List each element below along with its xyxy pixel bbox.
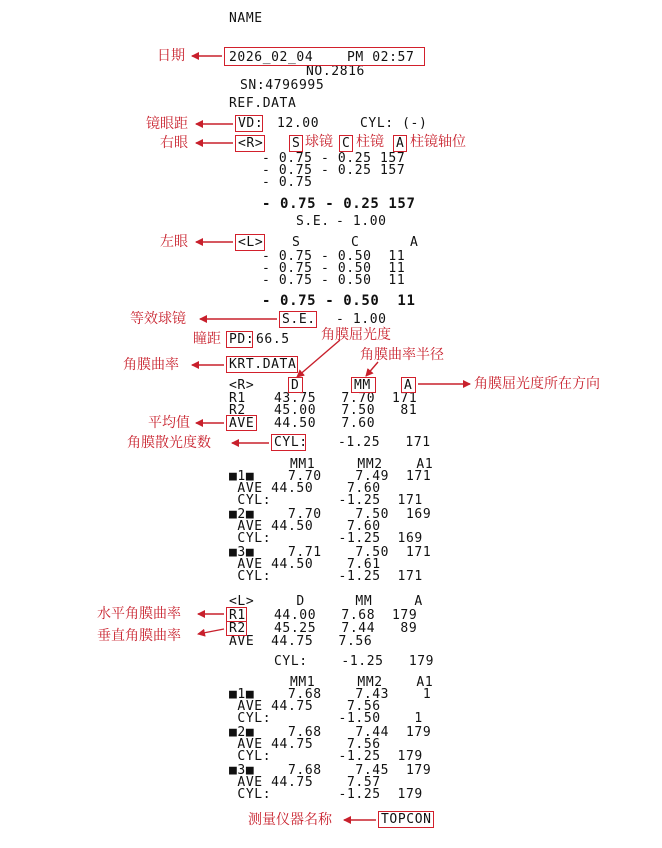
krt-detail-line: ■1■ 7.68 7.43 1: [229, 687, 432, 702]
ref-left-average: - 0.75 - 0.50 11: [262, 293, 416, 309]
annotation-astig: 角膜散光度数: [127, 435, 211, 451]
annotation-krt: 角膜曲率: [123, 357, 179, 373]
annotation-axis: 柱镜轴位: [410, 134, 466, 150]
annotation-vd: 镜眼距: [146, 116, 188, 132]
ave-left-line: AVE 44.75 7.56: [229, 634, 373, 649]
annotation-vertical: 垂直角膜曲率: [97, 628, 181, 644]
krt-right-detail-header: MM1 MM2 A1: [290, 457, 434, 472]
ref-left-row: - 0.75 - 0.50 11: [262, 261, 406, 276]
annotation-radius: 角膜曲率半径: [360, 347, 444, 363]
ref-left-row: - 0.75 - 0.50 11: [262, 273, 406, 288]
cyl-mode: CYL: (-): [360, 116, 428, 131]
se-right-label: S.E.: [296, 214, 330, 229]
se-left-value: - 1.00: [336, 312, 387, 327]
pd-label: PD:: [229, 332, 255, 347]
ref-right-row: - 0.75: [262, 175, 313, 190]
krt-detail-line: ■3■ 7.71 7.50 171: [229, 545, 432, 560]
ref-left-row: - 0.75 - 0.50 11: [262, 249, 406, 264]
ref-right-average: - 0.75 - 0.25 157: [262, 196, 416, 212]
ref-right-row: - 0.75 - 0.25 157: [262, 163, 406, 178]
vd-label: VD:: [238, 116, 264, 131]
krt-detail-line: CYL: -1.25 169: [229, 531, 423, 546]
cyl-left-line: CYL: -1.25 179: [274, 654, 435, 669]
left-eye-label: <L>: [238, 235, 264, 250]
pd-value: 66.5: [256, 332, 290, 347]
vertical-arrow: [198, 629, 224, 634]
refractive-power-arrow: [297, 340, 340, 377]
krt-detail-line: AVE 44.50 7.61: [229, 557, 381, 572]
krt-left-detail-header: MM1 MM2 A1: [290, 675, 434, 690]
cyl-right-label: CYL:: [274, 435, 308, 450]
vd-value: 12.00: [277, 116, 320, 131]
sphere-header: S: [292, 136, 301, 151]
axis-header: A: [396, 136, 405, 151]
krt-detail-line: AVE 44.75 7.56: [229, 737, 381, 752]
record-number: NO.2816: [306, 64, 365, 79]
annotation-right-eye: 右眼: [160, 135, 188, 151]
r1-right-values: 43.75 7.70 171: [274, 391, 418, 406]
annotation-direction: 角膜屈光度所在方向: [474, 376, 600, 392]
r1-right-label: R1: [229, 391, 246, 406]
krt-detail-line: CYL: -1.50 1: [229, 711, 423, 726]
annotation-left-eye: 左眼: [160, 234, 188, 250]
se-right-value: - 1.00: [336, 214, 387, 229]
brand-label: TOPCON: [381, 812, 432, 827]
r2-left-values: 45.25 7.44 89: [274, 621, 418, 636]
annotation-horizontal: 水平角膜曲率: [97, 606, 181, 622]
r2-right-label: R2: [229, 403, 246, 418]
d-header: D: [291, 378, 300, 393]
annotation-pd: 瞳距: [193, 331, 221, 347]
r1-left-label: R1: [229, 608, 246, 623]
serial-number: SN:4796995: [240, 78, 325, 93]
krt-detail-line: CYL: -1.25 179: [229, 749, 423, 764]
ave-right-values: 44.50 7.60: [274, 416, 376, 431]
krt-detail-line: ■2■ 7.70 7.50 169: [229, 507, 432, 522]
krt-detail-line: CYL: -1.25 179: [229, 787, 423, 802]
r2-right-values: 45.00 7.50 81: [274, 403, 418, 418]
right-eye-label: <R>: [238, 136, 264, 151]
annotation-date: 日期: [157, 48, 185, 64]
krt-detail-line: AVE 44.50 7.60: [229, 481, 381, 496]
krt-data-title: KRT.DATA: [229, 357, 297, 372]
annotation-refractive-power: 角膜屈光度: [321, 327, 391, 343]
ref-right-row: - 0.75 - 0.25 157: [262, 151, 406, 166]
krt-detail-line: CYL: -1.25 171: [229, 493, 423, 508]
a-header: A: [404, 378, 413, 393]
ave-right-label: AVE: [229, 416, 255, 431]
krt-detail-line: CYL: -1.25 171: [229, 569, 423, 584]
krt-right-label: <R>: [229, 378, 255, 393]
annotation-sphere: 球镜: [305, 134, 333, 150]
annotation-cylinder: 柱镜: [356, 134, 384, 150]
krt-detail-line: ■1■ 7.70 7.49 171: [229, 469, 432, 484]
annotation-instrument: 测量仪器名称: [248, 812, 332, 828]
cylinder-header: C: [342, 136, 351, 151]
cyl-right-values: -1.25 171: [338, 435, 431, 450]
krt-detail-line: AVE 44.75 7.57: [229, 775, 381, 790]
annotation-average: 平均值: [148, 415, 190, 431]
radius-arrow: [366, 362, 378, 376]
r2-left-label: R2: [229, 621, 246, 636]
se-left-label: S.E.: [282, 312, 316, 327]
r1-left-values: 44.00 7.68 179: [274, 608, 418, 623]
krt-left-header: <L> D MM A: [229, 594, 423, 609]
annotation-se: 等效球镜: [130, 311, 186, 327]
krt-detail-line: ■2■ 7.68 7.44 179: [229, 725, 432, 740]
ref-data-title: REF.DATA: [229, 96, 297, 111]
date-time: 2026_02_04 PM 02:57: [229, 50, 415, 65]
krt-detail-line: AVE 44.75 7.56: [229, 699, 381, 714]
ref-left-header: S C A: [292, 235, 419, 250]
krt-detail-line: AVE 44.50 7.60: [229, 519, 381, 534]
krt-detail-line: ■3■ 7.68 7.45 179: [229, 763, 432, 778]
mm-header: MM: [354, 378, 371, 393]
name-label: NAME: [229, 11, 263, 26]
